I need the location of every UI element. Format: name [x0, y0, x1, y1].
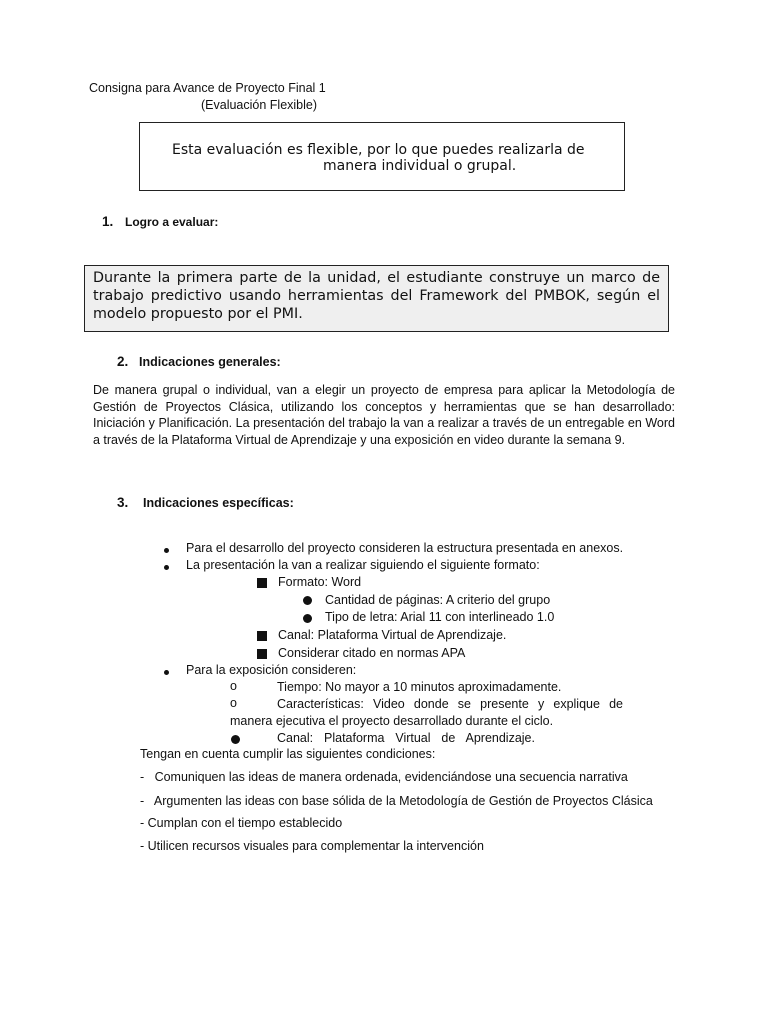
section-2-title: Indicaciones generales: — [139, 355, 281, 369]
bullet-icon — [164, 670, 169, 675]
learning-outcome-box — [84, 265, 669, 332]
conditions-intro: Tengan en cuenta cumplir las siguientes condiciones: — [140, 747, 436, 761]
bullet-icon — [231, 735, 240, 744]
format-channel: Canal: Plataforma Virtual de Aprendizaje. — [278, 628, 507, 642]
notice-box — [139, 122, 625, 191]
exposition-features-line-1: Características: Video donde se presente y explique de — [277, 697, 623, 711]
square-bullet-icon — [257, 578, 267, 588]
format-pages: Cantidad de páginas: A criterio del grupo — [325, 593, 551, 607]
notice-line-2: manera individual o grupal. — [323, 158, 517, 174]
section-1-title: Logro a evaluar: — [125, 215, 219, 229]
exposition-time: Tiempo: No mayor a 10 minutos aproximadamente. — [277, 680, 562, 694]
condition-2: - Argumenten las ideas con base sólida de la Metodología de Gestión de Proyectos Clásica — [140, 794, 653, 808]
bullet-icon — [303, 596, 312, 605]
bullet-structure: Para el desarrollo del proyecto consideren la estructura presentada en anexos. — [186, 541, 624, 555]
format-font: Tipo de letra: Arial 11 con interlineado 1.0 — [325, 610, 555, 624]
bullet-exposition: Para la exposición consideren: — [186, 663, 357, 677]
bullet-icon — [303, 614, 312, 623]
time-marker: o — [230, 679, 237, 693]
exposition-features-line-2: manera ejecutiva el proyecto desarrollado durante el ciclo. — [230, 714, 554, 728]
bullet-icon — [164, 548, 169, 553]
bullet-presentation-format: La presentación la van a realizar siguiendo el siguiente formato: — [186, 558, 540, 572]
square-bullet-icon — [257, 631, 267, 641]
document-title: Consigna para Avance de Proyecto Final 1 — [89, 81, 326, 95]
bullet-icon — [164, 565, 169, 570]
exposition-channel: Canal: Plataforma Virtual de Aprendizaje. — [277, 731, 535, 745]
section-3-title: Indicaciones específicas: — [143, 496, 294, 510]
format-word: Formato: Word — [278, 575, 362, 589]
notice-line-1: Esta evaluación es flexible, por lo que puedes realizarla de — [172, 142, 585, 158]
square-bullet-icon — [257, 649, 267, 659]
features-marker: o — [230, 696, 237, 710]
section-3-number: 3. — [117, 495, 129, 510]
section-2-number: 2. — [117, 354, 129, 369]
condition-1: - Comuniquen las ideas de manera ordenada, evidenciándose una secuencia narrativa — [140, 770, 628, 784]
condition-4: - Utilicen recursos visuales para complementar la intervención — [140, 839, 484, 853]
condition-3: - Cumplan con el tiempo establecido — [140, 816, 343, 830]
learning-outcome-text: Durante la primera parte de la unidad, el estudiante construye un marco de trabajo predictivo usando herramientas del Framework del PMBOK, según el modelo propuesto por el PMI. — [93, 270, 660, 322]
document-subtitle: (Evaluación Flexible) — [201, 98, 318, 112]
section-1-number: 1. — [102, 214, 114, 229]
format-apa: Considerar citado en normas APA — [278, 646, 466, 660]
general-indications-paragraph: De manera grupal o individual, van a elegir un proyecto de empresa para aplicar la Metodología de Gestión de Proyectos Clásica, utilizando los conceptos y herramientas que se han desarrollado: Iniciación y Planificación. La presentación del trabajo la van a realizar a través de un entregable en Word a través de la Plataforma Virtual de Aprendizaje y una exposición en video durante la semana 9. — [93, 383, 675, 447]
